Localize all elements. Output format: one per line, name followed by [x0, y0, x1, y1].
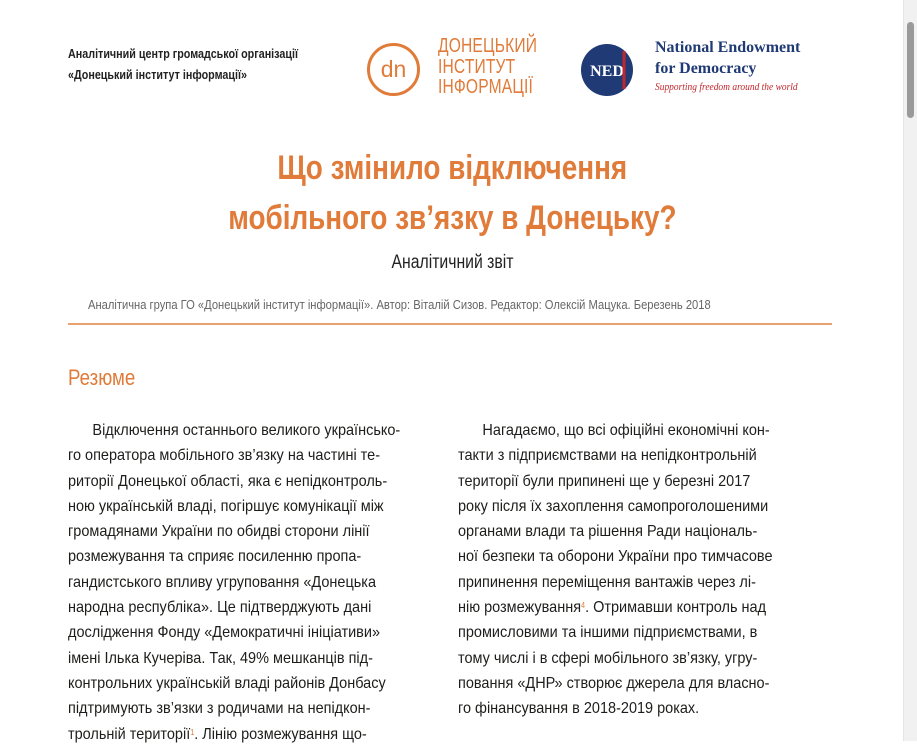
right-text-line: промисловими та іншими підприємствами, в	[458, 624, 758, 642]
right-text-fragment: нію розмежування	[458, 599, 582, 617]
document-title-line-1: Що змінило відключення	[277, 149, 627, 187]
dii-wordmark-line-3: ІНФОРМАЦІЇ	[438, 76, 534, 98]
footnote-marker[interactable]: 4	[581, 601, 586, 611]
footnote-marker[interactable]: 1	[190, 727, 195, 737]
ned-wordmark-line-2: for Democracy	[655, 60, 757, 77]
dii-logo-icon	[366, 42, 421, 97]
scrollbar-thumb[interactable]	[907, 22, 914, 118]
document-subtitle: Аналітичний звіт	[390, 252, 513, 273]
ned-logo-letters: NED	[590, 63, 624, 80]
dii-wordmark	[438, 36, 537, 98]
left-text-column	[68, 418, 436, 747]
ned-logo-icon	[580, 43, 640, 97]
ned-wordmark-line-1: National Endowment	[655, 39, 801, 56]
document-credits: Аналітична група ГО «Донецький інститут інформації». Автор: Віталій Сизов. Редактор: Олексій Мацука. Березень 2018	[88, 297, 711, 312]
right-text-column	[458, 418, 830, 722]
right-text-line: припинення переміщення вантажів через лі-	[458, 573, 756, 591]
left-text-line: Відключення останнього великого українсько-	[92, 422, 401, 439]
left-text-line: громадянами України по обидві сторони лінії	[68, 523, 370, 541]
right-text-line: нію розмежування$^4$. Отримавши контроль над	[458, 599, 767, 617]
left-text-line: ною українській владі, погіршує комунікації між	[68, 497, 384, 515]
right-text-line: ної безпеки та оборони України про тимчасове	[458, 548, 773, 566]
left-text-line: дослідження Фонду «Демократичні ініціативи»	[68, 624, 380, 642]
vertical-scrollbar[interactable]	[903, 0, 917, 741]
left-text-fragment: трольній території	[68, 725, 191, 743]
right-text-line: такти з підприємствами на непідконтрольній	[458, 447, 757, 465]
left-text-line: гандистського впливу угруповання «Донецька	[68, 573, 376, 591]
dii-logo-letters: dn	[380, 56, 407, 82]
left-text-line: го оператора мобільного зв’язку на частині те-	[68, 447, 381, 465]
right-text-line: повання «ДНР» створює джерела для власно-	[458, 674, 770, 692]
right-text-line: року після їх захоплення самопроголошеними	[458, 497, 769, 515]
left-text-line: розмежування та сприяє посиленню пропа-	[68, 548, 362, 566]
right-text-fragment: Отримавши контроль над	[593, 599, 767, 617]
right-text-line: органами влади та рішення Ради національ-	[458, 523, 758, 541]
right-text-line: території були припинені ще у березні 2017	[458, 472, 751, 490]
dii-wordmark-line-1: ДОНЕЦЬКИЙ	[438, 35, 538, 57]
dii-wordmark-line-2: ІНСТИТУТ	[438, 55, 516, 78]
left-text-fragment: Лінію розмежування що-	[202, 725, 367, 743]
left-text-line: риторії Донецької області, яка є непідконтроль-	[68, 472, 388, 490]
section-heading-summary: Резюме	[68, 365, 136, 390]
left-text-line: контрольних українській владі районів Донбасу	[68, 674, 386, 692]
left-text-line: підтримують зв’язки з родичами на непідкон-	[68, 700, 371, 718]
left-text-line: народна республіка». Це підтверджують дані	[68, 599, 372, 617]
right-text-line: го фінансування в 2018-2019 роках.	[458, 700, 700, 718]
document-title-line-2: мобільного зв’язку в Донецьку?	[227, 199, 677, 237]
ned-wordmark	[655, 37, 800, 79]
header-divider	[68, 323, 832, 325]
org-caption-line-1: Аналітичний центр громадської організації	[68, 47, 298, 61]
left-text-line: імені Ілька Кучеріва. Так, 49% мешканців під-	[68, 649, 373, 667]
left-text-line: трольній території$^1$. Лінію розмежування що-	[68, 725, 367, 743]
org-caption-line-2: «Донецький інститут інформації»	[68, 68, 247, 82]
right-text-line: Нагадаємо, що всі офіційні економічні кон-	[482, 422, 770, 439]
organization-caption	[68, 44, 298, 86]
ned-tagline: Supporting freedom around the world	[655, 82, 798, 93]
right-text-line: тому числі і в сфері мобільного зв’язку, угру-	[458, 649, 758, 667]
